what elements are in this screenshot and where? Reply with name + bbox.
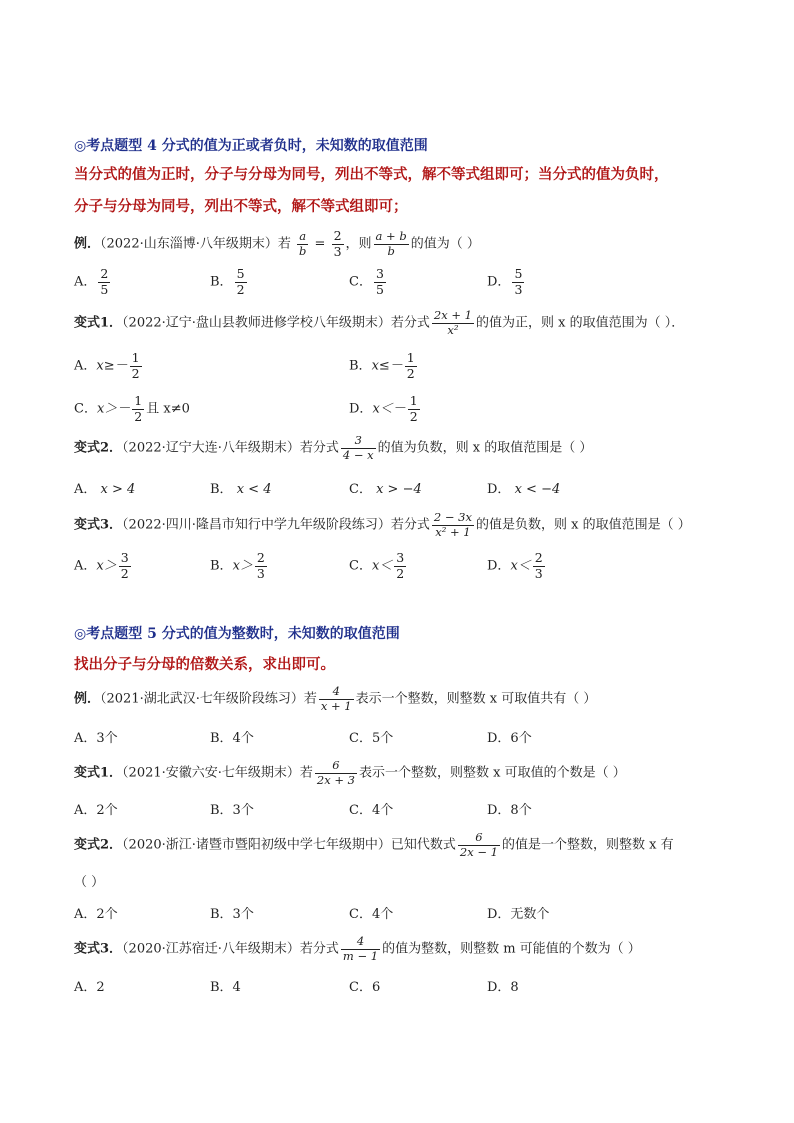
option-c: C．6 [349,980,381,995]
question-label: 变式3． [74,941,123,957]
topic5-title: ◎考点题型 5 分式的值为整数时，未知数的取值范围 [74,626,400,642]
fraction: $\frac{4}{x + 1}$ [320,684,352,713]
question-text: 表示一个整数，则整数 x 可取值共有（ ） [355,691,597,707]
fraction: $\frac{2 - 3x}{\text{x² + 1}}$ [433,510,472,539]
question-label: 例． [74,236,101,252]
question-label: 变式1． [74,765,123,781]
topic5-example-question [74,686,596,712]
option-b: B．x＞ $\frac{2}{3}$ [210,550,265,581]
question-text: 表示一个整数，则整数 x 可取值的个数是（ ） [358,765,626,781]
fraction: $\frac{4}{m - 1}$ [342,934,379,963]
topic4-tip-line2: 分子与分母为同号，列出不等式，解不等式组即可； [74,198,408,215]
option-b: B．3个 [210,907,254,922]
option-d: D．x＜－ $\frac{1}{2}$ [349,393,418,424]
option-d: D．8 [487,980,519,995]
option-d: D．x＜ $\frac{2}{3}$ [487,550,543,581]
question-label: 例． [74,691,101,707]
question-text: ，则 [345,236,372,252]
question-source: （2021·湖北武汉·七年级阶段练习）若 [100,691,317,707]
question-text: 的值为正，则 x 的取值范围为（ ）． [475,315,685,331]
question-source: （2020·浙江·诸暨市暨阳初级中学七年级期中）已知代数式 [122,837,456,853]
option-a: A．2个 [74,803,118,818]
question-label: 变式1． [74,315,123,331]
option-a: A．x＞ $\frac{3}{2}$ [74,550,129,581]
fraction: $\frac{6}{2x - 1}$ [459,830,498,859]
option-c: C．5个 [349,731,394,746]
question-label: 变式2． [74,440,123,456]
question-source: （2022·四川·隆昌市知行中学九年级阶段练习）若分式 [122,517,430,533]
question-source: （2022·辽宁·盘山县教师进修学校八年级期末）若分式 [122,315,430,331]
option-a: A．2 [74,980,105,995]
equals-sign: = [314,236,326,252]
question-source: （2021·安徽六安·七年级期末）若 [122,765,313,781]
question-text: 的值是一个整数，则整数 x 有 [501,837,674,853]
question-source: （2022·山东淄博·八年级期末）若 [100,236,291,252]
option-a: A． x > 4 [74,482,136,497]
fraction: $\frac{3}{4 - x}$ [342,433,374,462]
topic5-variant3-question [74,936,641,962]
topic4-example-question [74,230,480,258]
topic4-title: ◎考点题型 4 分式的值为正或者负时，未知数的取值范围 [74,138,428,154]
option-d: D． $\frac{5}{3}$ [487,266,523,297]
option-b: B．x≤－ $\frac{1}{2}$ [349,350,415,381]
option-a: A．x≥－ $\frac{1}{2}$ [74,350,140,381]
option-b: B．4个 [210,731,254,746]
question-text: 的值为（ ） [410,236,480,252]
option-c: C． x > −4 [349,482,422,497]
option-b: B．4 [210,980,241,995]
topic5-tip: 找出分子与分母的倍数关系，求出即可。 [74,656,335,673]
option-c: C．4个 [349,907,394,922]
topic5-variant2-question [74,832,674,858]
question-label: 变式2． [74,837,123,853]
option-a: A． $\frac{2}{5}$ [74,266,109,297]
topic5-variant1-question [74,760,626,786]
question-source: （2022·辽宁大连·八年级期末）若分式 [122,440,339,456]
topic4-variant1-question [74,310,684,336]
option-b: B． x < 4 [210,482,272,497]
option-c: C．x＜ $\frac{3}{2}$ [349,550,405,581]
question-source: （2020·江苏宿迁·八年级期末）若分式 [122,941,339,957]
option-d: D．6个 [487,731,532,746]
option-c: C．4个 [349,803,394,818]
topic4-variant2-question [74,435,592,461]
fraction: $\frac{a + b}{b}$ [375,229,407,258]
option-b: B． $\frac{5}{2}$ [210,266,245,297]
fraction: $\frac{2x + 1}{\text{x²}}$ [433,308,472,337]
question-label: 变式3． [74,517,123,533]
option-d: D． x < −4 [487,482,561,497]
question-text: 的值是负数，则 x 的取值范围是（ ） [475,517,691,533]
option-d: D．无数个 [487,907,550,922]
topic4-variant3-question [74,512,691,538]
option-b: B．3个 [210,803,254,818]
fraction: $\frac{6}{2x + 3}$ [316,758,355,787]
option-d: D．8个 [487,803,532,818]
question-text: 的值为负数，则 x 的取值范围是（ ） [377,440,593,456]
fraction: $\frac{2}{3}$ [333,228,342,259]
option-c: C．x＞－ $\frac{1}{2}$ 且 x≠0 [74,393,190,424]
topic4-tip-line1: 当分式的值为正时，分子与分母为同号，列出不等式，解不等式组即可；当分式的值为负时， [74,166,669,183]
option-a: A．3个 [74,731,118,746]
question-text: 的值为整数，则整数 m 可能值的个数为（ ） [382,941,641,957]
option-a: A．2个 [74,907,118,922]
option-c: C． $\frac{3}{5}$ [349,266,384,297]
fraction: $\frac{a}{b}$ [299,229,307,258]
answer-paren: （ ） [74,875,105,890]
